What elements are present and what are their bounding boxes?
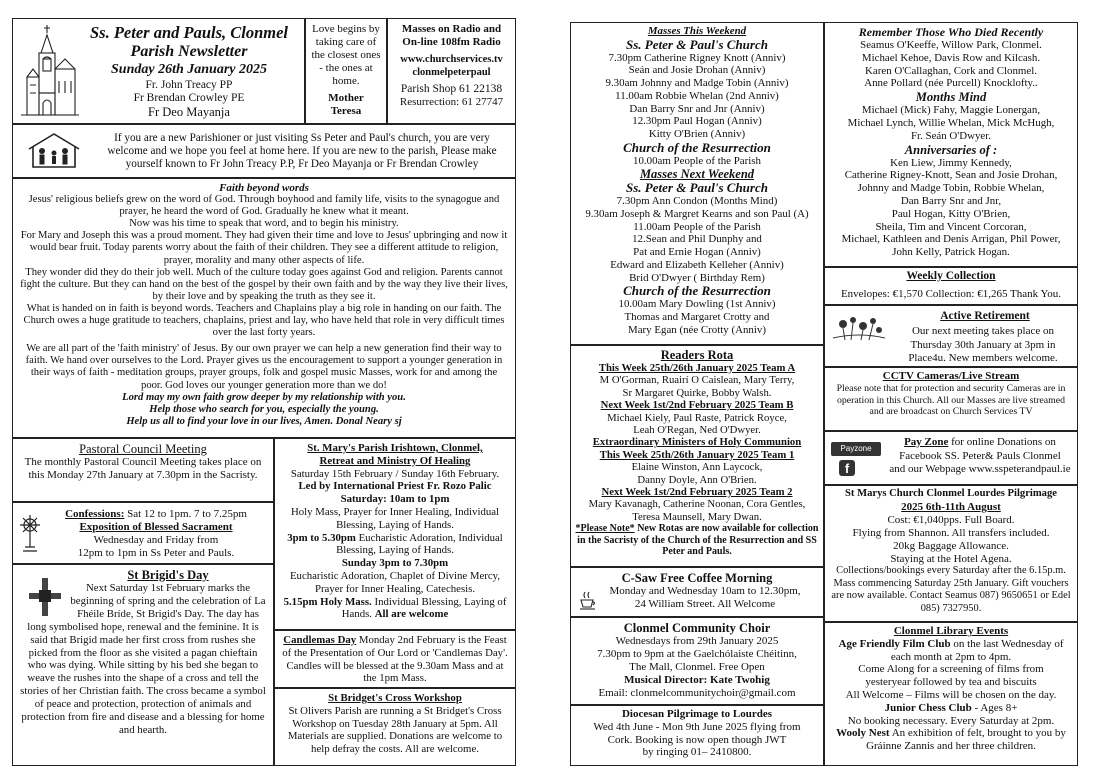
readers-week-1-names-1: M O'Gorman, Ruairí O Caislean, Mary Terry, (599, 374, 795, 387)
mass-line-14: Edward and Elizabeth Kelleher (Anniv) (610, 258, 784, 271)
diocesan-lourdes-line-1: Wed 4th June - Mon 9th June 2025 flying from (593, 720, 801, 733)
church-2-title: Church of the Resurrection (623, 139, 771, 155)
payzone-text-1: for online Donations on (948, 436, 1056, 448)
em-week-2: Next Week 1st/2nd February 2025 Team 2 (601, 486, 793, 499)
newsletter-subtitle: Parish Newsletter (130, 43, 248, 60)
mass-line-3: 9.30am Johnny and Madge Tobin (Anniv) (605, 77, 789, 90)
diocesan-lourdes-line-3: by ringing 01– 2410800. (642, 746, 752, 759)
faith-box (12, 178, 516, 438)
facebook-icon: f (839, 460, 855, 476)
film-club-label: Age Friendly Film Club (838, 637, 951, 650)
months-mind-title: Months Mind (915, 90, 987, 105)
family-icon (25, 131, 83, 171)
rota-note-label: *Please Note* (575, 523, 635, 535)
radio-title-2: On-line 108fm Radio (402, 35, 501, 48)
remember-line-1: Seamus O'Keeffe, Willow Park, Clonmel. (860, 39, 1042, 51)
coffee-line-1: Monday and Wednesday 10am to 12.30pm, (609, 585, 801, 597)
em-week-1-names-2: Danny Doyle, Ann O'Brien. (637, 473, 757, 486)
church-3-title: Ss. Peter & Paul's Church (626, 180, 768, 196)
payzone-text-3: and our Webpage www.sspeterandpaul.ie (889, 463, 1071, 476)
chess-club-title: Junior Chess Club (884, 701, 972, 714)
faith-title: Faith beyond words (219, 182, 309, 194)
irishtown-sat-text: Holy Mass, Prayer for Inner Healing, Individual Blessing, Laying of Hands. (290, 505, 500, 531)
readers-week-2-names-2: Leah O'Regan, Ned O'Dwyer. (633, 424, 761, 437)
faith-para-3: For Mary and Joseph this was a proud moment. They had given their time and love to Jesus' upbringing and now it would bear fruit. Today parents worry about the faith of their children. They see a different attitude to religion, prayer, morality and many other aspects of life. (20, 230, 508, 266)
months-mind-line-3: Fr. Seán O'Dwyer. (910, 129, 991, 142)
clergy-3: Fr Deo Mayanja (148, 105, 230, 119)
welcome-box (12, 124, 516, 178)
radio-title-1: Masses on Radio and (401, 23, 502, 35)
header-box (12, 18, 305, 124)
candlemas-label: Candlemas Day (283, 634, 357, 646)
film-club-line-1: Come Along for a screening of films from (858, 663, 1044, 676)
anniversaries-title: Anniversaries of : (904, 142, 998, 157)
anniversaries-line-4: Dan Barry Snr and Jnr, (900, 194, 1002, 207)
pastoral-box (12, 438, 274, 502)
mass-line-12: 12.Sean and Phil Dunphy and (632, 233, 762, 246)
confessions-box (12, 502, 274, 564)
parish-shop-phone: Parish Shop 61 22138 (400, 83, 503, 96)
wooly-nest-label: Wooly Nest (836, 727, 890, 740)
pastoral-text: The monthly Pastoral Council Meeting takes place on this Monday 27th January at 7.30pm in the Sacristy. (24, 456, 262, 481)
cctv-text: Please note that for protection and security Cameras are in operation in this Church. All our Masses are live streamed and are broadcast on Church Services TV (836, 383, 1066, 418)
brigid-cross-icon (27, 576, 63, 618)
film-club-line-2: yesteryear followed by tea and biscuits (865, 676, 1037, 689)
cctv-title: CCTV Cameras/Live Stream (882, 370, 1020, 382)
welcome-text: If you are a new Parishioner or just visiting Ss Peter and Paul's church, you are very welcome and we hope you feel at home here. If you are new to the parish, Please make yourself known to Fr John Treacy P.P, Fr Deo Mayanja or Fr Brendan Crowley (107, 132, 497, 171)
mass-line-16: 10.00am Mary Dowling (1st Anniv) (618, 298, 776, 311)
church-4-title: Church of the Resurrection (623, 283, 771, 299)
faith-para-1: Jesus' religious beliefs grew on the word of God. Through boyhood and family life, visits to the synagogue and prayer, he heard the word of God. Gradually he knew what it meant. (28, 194, 500, 218)
choir-line-2: 7.30pm to 9pm at the Gaelchólaiste Chéitinn, (597, 648, 797, 660)
coffee-title: C-Saw Free Coffee Morning (621, 571, 773, 585)
quote-box (305, 18, 387, 124)
clergy-1: Fr. John Treacy PP (145, 79, 233, 91)
brigid-title: St Brigid's Day (127, 568, 209, 582)
film-club-line-3: All Welcome – Films will be chosen on the day. (845, 688, 1057, 701)
faith-prayer-3: Help us all to find your love in our lives, Amen. Donal Neary sj (126, 415, 402, 427)
retirement-text: Our next meeting takes place on Thursday 30th January at 3pm in Place4u. New members welcome. (908, 325, 1058, 364)
clergy-2: Fr Brendan Crowley PE (133, 92, 245, 104)
readers-week-2: Next Week 1st/2nd February 2025 Team B (600, 399, 794, 412)
faith-para-4: They wonder did they do their job well. Much of the culture today goes against God and religion. Parents cannot fight the culture. But they can hand on the best of the gospel by their own faith and by the way they live their lives, by their love and by speaking the truth as they see it. (20, 266, 508, 302)
mass-line-8: 10.00am People of the Parish (633, 154, 761, 167)
months-mind-line-2: Michael Lynch, Willie Whelan, Mick McHugh, (847, 116, 1055, 129)
exposition-line-1: Wednesday and Friday from (93, 534, 219, 546)
irishtown-box (274, 438, 516, 630)
marys-lourdes-line-4: Staying at the Hotel Agena. (890, 552, 1012, 565)
library-box (824, 622, 1078, 766)
irishtown-title-1: St. Mary's Parish Irishtown, Clonmel, (307, 442, 483, 454)
newsletter-date: Sunday 26th January 2025 (111, 62, 267, 77)
library-title: Clonmel Library Events (893, 625, 1009, 637)
anniversaries-line-2: Catherine Rigney-Knott, Sean and Josie Drohan, (844, 169, 1058, 182)
masses-weekend-box (570, 22, 824, 345)
diocesan-lourdes-line-2: Cork. Booking is now open though JWT (607, 733, 787, 746)
brigid-text: Next Saturday 1st February marks the beginning of spring and the celebration of La Fhéile Bríde, St Brigid's Day. The day has long symbolised hope, renewal and the feminine. It is said that Brigid made her first cross from rushes she picked from the floor as she visited a pagan chieftain who was dying. While sitting by his bed she began to weave the rushes into the shape of a cross and tell the stories of her Christian faith. The cross became a symbol of peace and protection, protection of animals and protection from fire and disease and a blessing for home and hearth. (20, 582, 266, 736)
readers-week-1-names-2: Sr Margaret Quirke, Bobby Walsh. (622, 386, 772, 399)
irishtown-led: Led by International Priest Fr. Rozo Palic (298, 480, 492, 493)
mass-line-17: Thomas and Margaret Crotty and (624, 310, 770, 323)
mass-line-2: Seán and Josie Drohan (Anniv) (628, 64, 766, 77)
newsletter-title: Ss. Peter and Pauls, Clonmel (89, 23, 289, 42)
em-week-2-names-1: Mary Kavanagh, Catherine Noonan, Cora Gentles, (588, 498, 806, 511)
collection-box (824, 267, 1078, 305)
wooly-nest-text: An exhibition of felt, brought to you by Gráinne Zannis and her three children. (866, 727, 1066, 753)
monstrance-icon (19, 513, 41, 553)
candlemas-text: Monday 2nd February is the Feast of the Presentation of Our Lord or 'Candlemas Day'. Candles will be blessed at the 9.30am Mass and at the 1pm Mass. (282, 634, 508, 685)
resurrection-phone: Resurrection: 61 27747 (399, 95, 504, 108)
anniversaries-line-5: Paul Hogan, Kitty O'Brien, (891, 207, 1011, 220)
collection-text: Envelopes: €1,570 Collection: €1,265 Thank You. (840, 288, 1062, 300)
mass-line-10: 9.30am Joseph & Margret Kearns and son Paul (A) (585, 208, 809, 221)
anniversaries-line-1: Ken Liew, Jimmy Kennedy, (890, 156, 1012, 169)
irishtown-welcome: All are welcome (374, 608, 449, 621)
remember-line-2: Michael Kehoe, Davis Row and Kilcash. (861, 51, 1041, 64)
em-title-2: This Week 25th/26th January 2025 Team 1 (599, 448, 795, 461)
faith-prayer-2: Help those who search for you, especially the young. (149, 403, 379, 415)
irishtown-sun-text: Eucharistic Adoration, Chaplet of Divine Mercy, Prayer for Inner Healing, Catechesis. (289, 569, 501, 595)
chess-club-age: - Ages 8+ (971, 701, 1018, 714)
remember-box (824, 22, 1078, 267)
radio-web-1: www.churchservices.tv (400, 54, 503, 66)
masses-weekend-title: Masses This Weekend (647, 25, 747, 37)
exposition-title: Exposition of Blessed Sacrament (79, 521, 233, 533)
quote-text: Love begins by taking care of the closest ones - the ones at home. (311, 23, 381, 87)
em-week-1-names-1: Elaine Winston, Ann Laycock, (631, 461, 763, 474)
anniversaries-line-3: Johnny and Madge Tobin, Robbie Whelan, (857, 182, 1045, 195)
church-icon (19, 23, 81, 121)
coffee-box (570, 567, 824, 617)
rota-note-text: New Rotas are now available for collection in the Sacristy of the Church of the Resurrection and SS Peter and Pauls. (577, 523, 819, 558)
mass-line-11: 11.00am People of the Parish (633, 220, 761, 233)
faith-prayer-1: Lord may my own faith grow deeper by my relationship with you. (122, 391, 406, 403)
masses-next-title: Masses Next Weekend (639, 167, 755, 182)
irishtown-sun2-text: Individual Blessing, Laying of Hands. (341, 595, 507, 621)
irishtown-sat2-text: Eucharistic Adoration, Individual Blessing, Laying of Hands. (336, 531, 503, 557)
bridget-cross-text: St Olivers Parish are running a St Bridget's Cross Workshop on Tuesday 28th January at 5pm. All Materials are supplied. Donations are welcome to help defray the costs. All are welcome. (287, 704, 503, 756)
marys-lourdes-line-3: 20kg Baggage Allowance. (893, 539, 1009, 552)
film-club-text: on the last Wednesday of each month at 2pm to 4pm. (890, 637, 1064, 663)
diocesan-lourdes-title: Diocesan Pilgrimage to Lourdes (621, 708, 772, 720)
em-title-1: Extraordinary Ministers of Holy Communion (592, 436, 802, 449)
quote-author: Mother Teresa (328, 92, 364, 117)
brigid-box (12, 564, 274, 766)
bridget-cross-title: St Bridget's Cross Workshop (328, 692, 462, 704)
chess-club-text: No booking necessary. Every Saturday at 2pm. (847, 714, 1055, 727)
pastoral-title: Pastoral Council Meeting (79, 442, 207, 456)
mass-line-15: Brid O'Dwyer ( Birthday Rem) (629, 271, 765, 284)
marys-lourdes-title-2: 2025 6th-11th August (901, 500, 1001, 513)
coffee-cup-icon (579, 590, 597, 610)
payzone-text-2: Facebook SS. Peter& Pauls Clonmel (899, 449, 1061, 462)
mass-line-1: 7.30pm Catherine Rigney Knott (Anniv) (608, 51, 786, 64)
remember-title: Remember Those Who Died Recently (858, 25, 1044, 39)
irishtown-sat-title: Saturday: 10am to 1pm (340, 493, 450, 506)
em-week-2-names-2: Teresa Maunsell, Mary Dwan. (632, 510, 762, 523)
radio-box (387, 18, 516, 124)
faith-para-6: We are all part of the 'faith ministry' of Jesus. By our own prayer we can help a new generation find their way to faith. We hand over ourselves to the Lord. Prayer gives us the encouragement to support a younger generation in their ways of faith - meditation groups, prayer groups, folk and gospel music Masses, work for and among the poor. God loves our younger generation more than we do! (25, 343, 503, 391)
months-mind-line-1: Michael (Mick) Fahy, Maggie Lonergan, (861, 104, 1041, 117)
choir-director: Musical Director: Kate Twohig (624, 674, 770, 686)
mass-line-18: Mary Egan (née Crotty (Anniv) (628, 323, 766, 336)
faith-para-5: What is handed on in faith is beyond words. Teachers and Chaplains play a big role in handing on our faith. The Church owes a huge gratitude to teachers, chaplains, priest and lay, who have held that role in very difficult times over the last forty years. (23, 302, 505, 339)
marys-lourdes-title-1: St Marys Church Clonmel Lourdes Pilgrimage (845, 488, 1057, 499)
choir-line-1: Wednesdays from 29th January 2025 (615, 635, 779, 647)
irishtown-sat2-time: 3pm to 5.30pm (287, 531, 356, 544)
diocesan-lourdes-box (570, 705, 824, 766)
coffee-line-2: 24 William Street. All Welcome (634, 598, 776, 610)
readers-week-2-names-1: Michael Kiely, Paul Raste, Patrick Royce, (607, 411, 787, 424)
mass-line-4: 11.00am Robbie Whelan (2nd Anniv) (615, 89, 779, 102)
payzone-box (824, 431, 1078, 485)
choir-title: Clonmel Community Choir (623, 621, 771, 635)
faith-para-2: Now was his time to speak that word, and to begin his ministry. (129, 218, 399, 230)
radio-web-2: clonmelpeterpaul (412, 66, 491, 78)
remember-line-4: Anne Pollard (née Purcell) Knocklofty.. (864, 77, 1038, 90)
payzone-title: Pay Zone (904, 436, 949, 448)
marys-lourdes-box (824, 485, 1078, 622)
readers-box (570, 345, 824, 567)
mass-line-13: Pat and Ernie Hogan (Anniv) (633, 246, 761, 259)
irishtown-sun2-time: 5.15pm Holy Mass. (283, 595, 372, 608)
collection-title: Weekly Collection (906, 270, 996, 282)
mass-line-7: Kitty O'Brien (Anniv) (648, 127, 746, 140)
mass-line-5: Dan Barry Snr and Jnr (Anniv) (629, 102, 765, 115)
flowers-icon (831, 312, 887, 342)
irishtown-sun-title: Sunday 3pm to 7.30pm (341, 557, 449, 570)
bridget-cross-box (274, 688, 516, 766)
choir-box (570, 617, 824, 705)
anniversaries-line-7: Michael, Kathleen and Denis Arrigan, Phil Power, (841, 233, 1061, 246)
mass-line-9: 7.30pm Ann Condon (Months Mind) (616, 195, 778, 208)
readers-title: Readers Rota (660, 348, 734, 362)
retirement-title: Active Retirement (940, 310, 1030, 322)
marys-lourdes-line-1: Cost: €1,040pps. Full Board. (887, 513, 1015, 526)
cctv-box (824, 367, 1078, 431)
irishtown-title-2: Retreat and Ministry Of Healing (319, 454, 471, 467)
confessions-label: Confessions: (65, 508, 125, 520)
retirement-box (824, 305, 1078, 367)
anniversaries-line-6: Sheila, Tim and Vincent Corcoran, (875, 220, 1027, 233)
remember-line-3: Karen O'Callaghan, Cork and Clonmel. (865, 64, 1037, 77)
marys-lourdes-line-2: Flying from Shannon. All transfers included. (852, 526, 1050, 539)
confessions-times: Sat 12 to 1pm. 7 to 7.25pm (127, 508, 247, 520)
mass-line-6: 12.30pm Paul Hogan (Anniv) (632, 115, 762, 128)
candlemas-box (274, 630, 516, 688)
marys-lourdes-line-5: Collections/bookings every Saturday after the 6.15p.m. Mass commencing Saturday 25th January. Gift vouchers are now available. Contact Seamus 087) 9650651 or Edel 085) 7327950. (831, 565, 1071, 614)
church-1-title: Ss. Peter & Paul's Church (626, 36, 768, 52)
choir-line-3: The Mall, Clonmel. Free Open (629, 661, 765, 673)
choir-email: Email: clonmelcommunitychoir@gmail.com (598, 687, 796, 699)
readers-week-1: This Week 25th/26th January 2025 Team A (598, 362, 796, 374)
exposition-line-2: 12pm to 1pm in Ss Peter and Pauls. (77, 547, 235, 559)
payzone-badge: Payzone (831, 442, 881, 456)
irishtown-dates: Saturday 15th February / Sunday 16th February. (290, 467, 500, 480)
anniversaries-line-8: John Kelly, Patrick Hogan. (892, 246, 1010, 259)
